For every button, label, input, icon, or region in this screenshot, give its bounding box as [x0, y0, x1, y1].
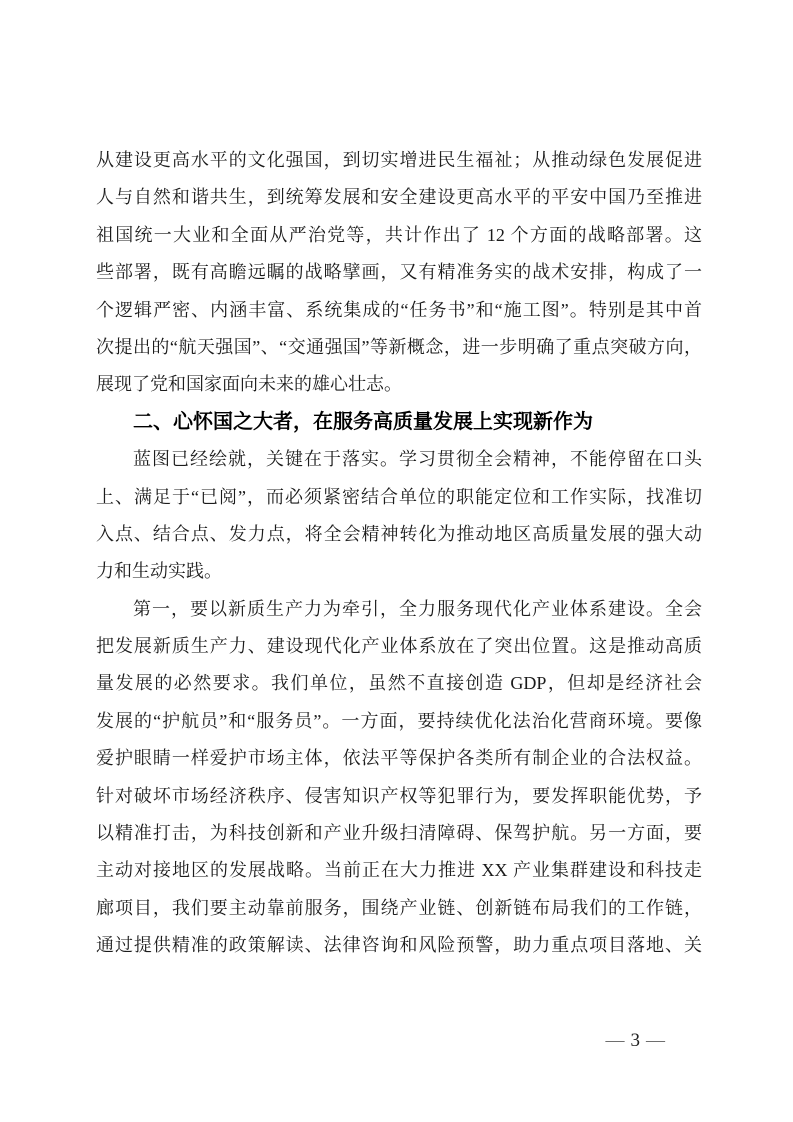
text-line: 廊项目，我们要主动靠前服务，围绕产业链、创新链布局我们的工作链， [96, 897, 702, 918]
text-line: 些部署，既有高瞻远瞩的战略擘画，又有精准务实的战术安排，构成了一 [96, 262, 702, 283]
text-line: 祖国统一大业和全面从严治党等，共计作出了 12 个方面的战略部署。这 [96, 224, 702, 245]
text-line: 入点、结合点、发力点，将全会精神转化为推动地区高质量发展的强大动 [96, 523, 702, 544]
text-line: 人与自然和谐共生，到统筹发展和安全建设更高水平的平安中国乃至推进 [96, 187, 702, 208]
paragraph [96, 441, 702, 591]
text-line: 爱护眼睛一样爱护市场主体，依法平等保护各类所有制企业的合法权益。 [96, 748, 702, 769]
document-body [96, 142, 702, 965]
page-number-right-dash: — [646, 1030, 665, 1051]
text-line: 针对破坏市场经济秩序、侵害知识产权等犯罪行为，要发挥职能优势，予 [96, 785, 702, 806]
section-heading [96, 404, 702, 441]
text-line: 把发展新质生产力、建设现代化产业体系放在了突出位置。这是推动高质 [96, 636, 702, 657]
page-number-value: 3 [630, 1030, 640, 1051]
text-line: 次提出的“航天强国”、“交通强国”等新概念，进一步明确了重点突破方向， [96, 336, 702, 357]
text-line: 第一，要以新质生产力为牵引，全力服务现代化产业体系建设。全会 [133, 598, 702, 619]
text-line: 以精准打击，为科技创新和产业升级扫清障碍、保驾护航。另一方面，要 [96, 823, 702, 844]
text-line: 力和生动实践。 [96, 561, 222, 582]
text-line: 量发展的必然要求。我们单位，虽然不直接创造 GDP，但却是经济社会 [96, 673, 702, 694]
text-line: 从建设更高水平的文化强国，到切实增进民生福祉；从推动绿色发展促进 [96, 150, 702, 170]
text-line: 个逻辑严密、内涵丰富、系统集成的“任务书”和“施工图”。特别是其中首 [96, 299, 702, 320]
text-line: 展现了党和国家面向未来的雄心壮志。 [96, 374, 402, 395]
text-line: 上、满足于“已阅”，而必须紧密结合单位的职能定位和工作实际，找准切 [96, 486, 702, 507]
text-line: 主动对接地区的发展战略。当前正在大力推进 XX 产业集群建设和科技走 [96, 860, 702, 881]
page-number [600, 1030, 672, 1052]
text-line: 发展的“护航员”和“服务员”。一方面，要持续优化法治化营商环境。要像 [96, 710, 702, 731]
paragraph [96, 142, 702, 404]
paragraph [96, 591, 702, 965]
text-line: 通过提供精准的政策解读、法律咨询和风险预警，助力重点项目落地、关 [96, 935, 702, 956]
heading-line: 二、心怀国之大者，在服务高质量发展上实现新作为 [133, 410, 593, 433]
page-number-left-dash: — [605, 1030, 625, 1051]
text-line: 蓝图已经绘就，关键在于落实。学习贯彻全会精神，不能停留在口头 [133, 449, 702, 470]
